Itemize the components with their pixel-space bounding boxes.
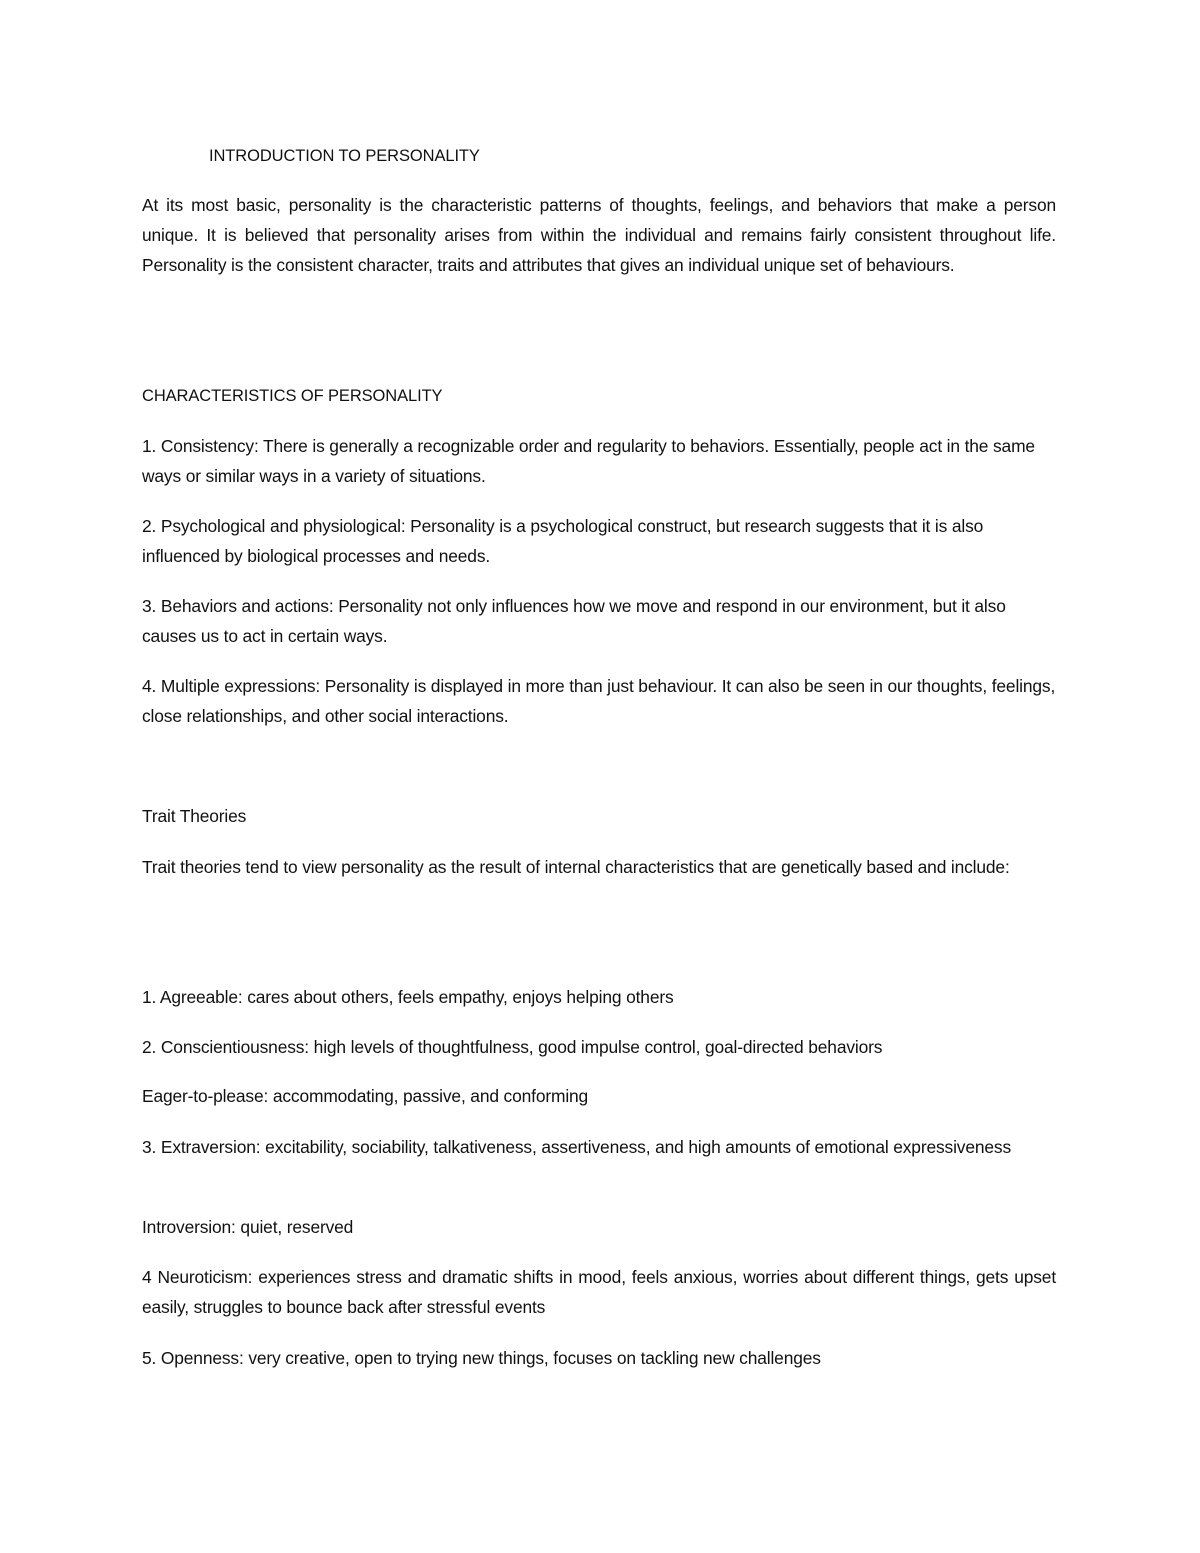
intro-paragraph: At its most basic, personality is the characteristic patterns of thoughts, feelings, and behaviors that make a person unique. It is believed that personality arises from within the individual and remains fairly consistent throughout life. Personality is the consistent character, traits and attributes that gives an individual unique set of behaviours. <box>142 195 1056 275</box>
characteristic-item-3: 3. Behaviors and actions: Personality not only influences how we move and respond in our environment, but it also causes us to act in certain ways. <box>142 596 1006 646</box>
characteristic-item-4: 4. Multiple expressions: Personality is displayed in more than just behaviour. It can also be seen in our thoughts, feelings, close relationships, and other social interactions. <box>142 676 1056 726</box>
trait-item-neuroticism: 4 Neuroticism: experiences stress and dramatic shifts in mood, feels anxious, worries about different things, gets upset easily, struggles to bounce back after stressful events <box>142 1267 1056 1317</box>
characteristic-item-1: 1. Consistency: There is generally a recognizable order and regularity to behaviors. Essentially, people act in the same ways or similar ways in a variety of situations. <box>142 436 1035 486</box>
document-title: INTRODUCTION TO PERSONALITY <box>209 147 480 165</box>
trait-item-openness: 5. Openness: very creative, open to trying new things, focuses on tackling new challenges <box>142 1348 821 1368</box>
trait-item-eager-to-please: Eager-to-please: accommodating, passive, and conforming <box>142 1086 589 1106</box>
trait-item-agreeable: 1. Agreeable: cares about others, feels empathy, enjoys helping others <box>142 987 674 1007</box>
trait-theories-heading: Trait Theories <box>142 806 247 826</box>
characteristic-item-2: 2. Psychological and physiological: Personality is a psychological construct, but research suggests that it is also influenced by biological processes and needs. <box>142 516 984 566</box>
trait-item-conscientiousness: 2. Conscientiousness: high levels of thoughtfulness, good impulse control, goal-directed behaviors <box>142 1037 883 1057</box>
trait-item-extraversion: 3. Extraversion: excitability, sociability, talkativeness, assertiveness, and high amounts of emotional expressiveness <box>142 1137 1012 1157</box>
characteristics-heading: CHARACTERISTICS OF PERSONALITY <box>142 387 443 405</box>
trait-item-introversion: Introversion: quiet, reserved <box>142 1217 354 1237</box>
trait-theories-intro: Trait theories tend to view personality as the result of internal characteristics that are genetically based and include: <box>142 857 1010 877</box>
